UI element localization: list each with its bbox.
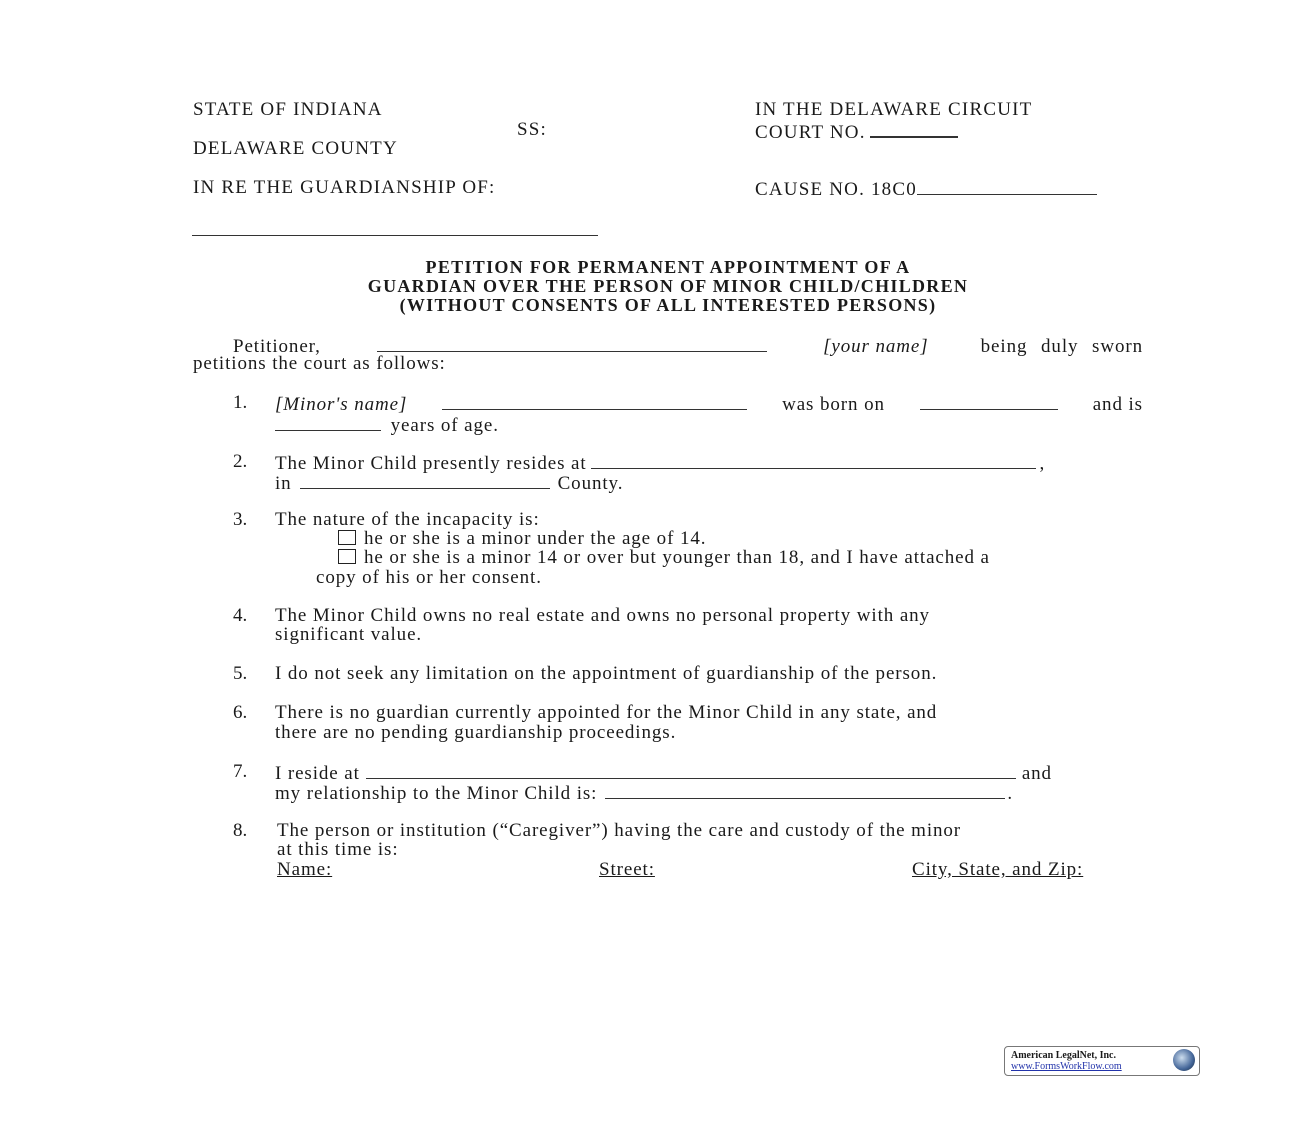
court-no xyxy=(755,120,962,143)
caregiver-name-header: Name: xyxy=(277,859,333,880)
incapacity-text: The nature of the incapacity is: xyxy=(275,509,540,530)
sworn-text: being duly sworn xyxy=(980,336,1143,357)
logo-url-link[interactable]: www.FormsWorkFlow.com xyxy=(1011,1061,1122,1072)
county-line xyxy=(275,472,623,494)
your-name-hint: [your name] xyxy=(823,336,929,357)
item-number: 4. xyxy=(233,605,248,626)
item-8-text: The person or institution (“Caregiver”) having the care and custody of the minor xyxy=(277,820,962,841)
resides-text: The Minor Child presently resides at xyxy=(275,453,587,474)
and-is-text: and is xyxy=(1092,394,1143,415)
option-under-14 xyxy=(338,529,706,549)
petitions-text: petitions the court as follows: xyxy=(193,353,446,374)
court-no-blank[interactable] xyxy=(870,120,958,138)
age-blank[interactable] xyxy=(275,414,381,431)
petitioner-name-blank[interactable] xyxy=(377,335,767,352)
petitioner-label: Petitioner, xyxy=(233,336,321,357)
item-4-text: The Minor Child owns no real estate and owns no personal property with any xyxy=(275,605,930,626)
american-legalnet-logo xyxy=(1004,1046,1200,1076)
county-label: DELAWARE COUNTY xyxy=(193,138,398,159)
title-line-3: (WITHOUT CONSENTS OF ALL INTERESTED PERSONS) xyxy=(399,295,937,315)
cause-no xyxy=(755,178,1101,200)
cause-no-label: CAUSE NO. 18C0 xyxy=(755,179,917,200)
age-line xyxy=(275,414,499,436)
comma: , xyxy=(1039,453,1046,474)
state-label: STATE OF INDIANA xyxy=(193,99,383,120)
period: . xyxy=(1007,783,1014,804)
court-no-label: COURT NO. xyxy=(755,122,866,143)
county-text: County. xyxy=(557,473,624,494)
born-text: was born on xyxy=(782,394,885,415)
option-14-to-18 xyxy=(338,548,990,568)
item-2-line xyxy=(275,452,1045,474)
item-number: 3. xyxy=(233,509,248,530)
title-line-2: GUARDIAN OVER THE PERSON OF MINOR CHILD/CHILDREN xyxy=(367,276,969,296)
item-7-line xyxy=(275,762,1052,784)
address-blank[interactable] xyxy=(366,762,1016,779)
court-line1: IN THE DELAWARE CIRCUIT xyxy=(755,99,1033,120)
item-5-text: I do not seek any limitation on the appointment of guardianship of the person. xyxy=(275,663,938,684)
item-number: 7. xyxy=(233,761,248,782)
county-blank[interactable] xyxy=(300,472,550,489)
option-under-14-label: he or she is a minor under the age of 14. xyxy=(364,528,707,549)
guardianship-name-blank[interactable] xyxy=(192,235,598,236)
consent-text: copy of his or her consent. xyxy=(316,567,542,588)
caregiver-street-header: Street: xyxy=(599,859,655,880)
item-6-text-2: there are no pending guardianship proceedings. xyxy=(275,722,677,743)
years-text: years of age. xyxy=(390,415,499,436)
relationship-blank[interactable] xyxy=(605,782,1005,799)
in-text: in xyxy=(275,473,292,494)
cause-no-blank[interactable] xyxy=(917,178,1097,195)
reside-text: I reside at xyxy=(275,763,360,784)
residence-blank[interactable] xyxy=(591,452,1036,469)
item-number: 5. xyxy=(233,663,248,684)
globe-icon xyxy=(1173,1049,1195,1071)
item-number: 6. xyxy=(233,702,248,723)
birth-date-blank[interactable] xyxy=(920,393,1058,410)
item-number: 2. xyxy=(233,451,248,472)
item-number: 8. xyxy=(233,820,248,841)
in-re-label: IN RE THE GUARDIANSHIP OF: xyxy=(193,177,496,198)
relationship-line xyxy=(275,782,1013,804)
title-line-1: PETITION FOR PERMANENT APPOINTMENT OF A xyxy=(425,257,911,277)
option-14-to-18-label: he or she is a minor 14 or over but younger than 18, and I have attached a xyxy=(364,547,990,568)
caregiver-city-header: City, State, and Zip: xyxy=(912,859,1084,880)
checkbox-under-14[interactable] xyxy=(338,530,356,545)
minor-name-blank[interactable] xyxy=(442,393,747,410)
minor-name-hint: [Minor's name] xyxy=(275,394,408,415)
relationship-text: my relationship to the Minor Child is: xyxy=(275,783,598,804)
logo-company: American LegalNet, Inc. xyxy=(1011,1050,1116,1061)
item-1-line xyxy=(275,393,1143,415)
item-8-text-2: at this time is: xyxy=(277,839,399,860)
item-number: 1. xyxy=(233,392,248,413)
and-text: and xyxy=(1021,763,1052,784)
ss-label: SS: xyxy=(517,119,548,140)
item-6-text: There is no guardian currently appointed for the Minor Child in any state, and xyxy=(275,702,938,723)
item-4-text-2: significant value. xyxy=(275,624,423,645)
checkbox-14-to-18[interactable] xyxy=(338,549,356,564)
